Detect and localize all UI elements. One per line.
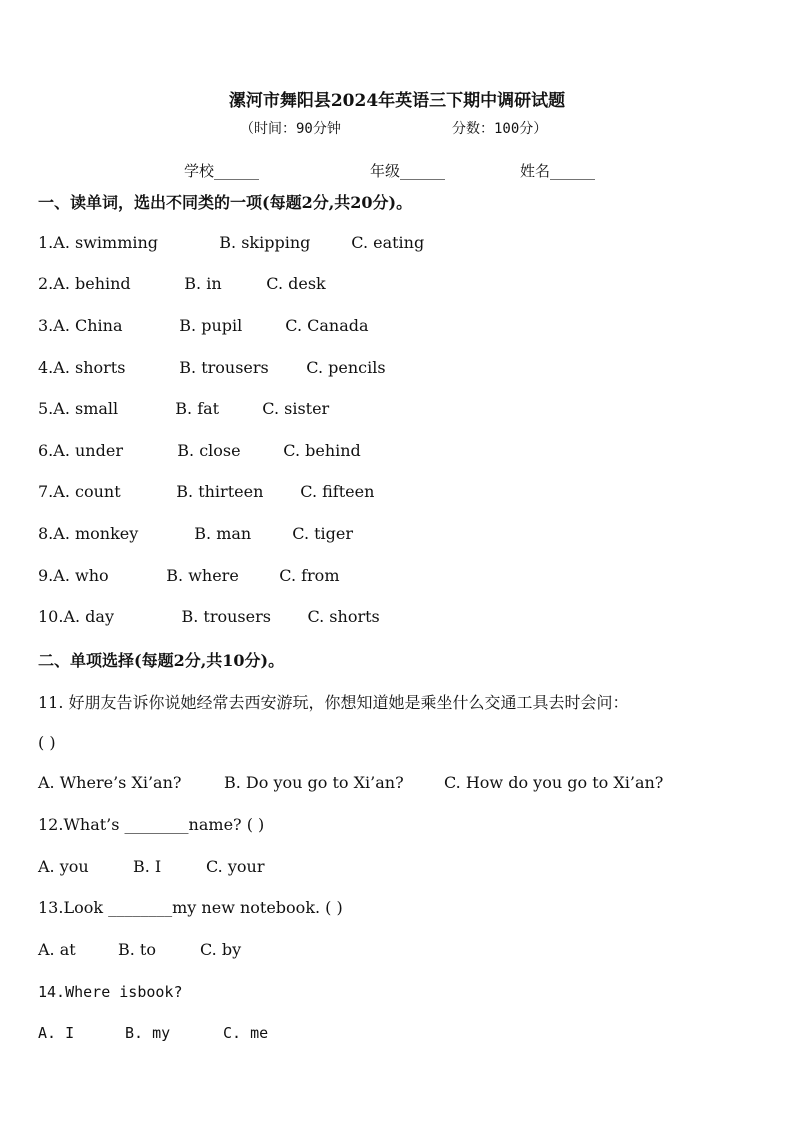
q14-option-b: B. my xyxy=(125,1024,171,1042)
option-b: B. trousers xyxy=(179,358,269,377)
option-b: B. thirteen xyxy=(176,482,264,501)
q13-option-c: C. by xyxy=(200,940,242,959)
q13-option-b: B. to xyxy=(118,940,156,959)
school-field: 学校______ xyxy=(184,162,260,180)
q13-option-a: A. at xyxy=(38,940,76,959)
q11-option-b: B. Do you go to Xi’an? xyxy=(224,773,404,792)
q11-option-a: A. Where’s Xi’an? xyxy=(38,773,182,792)
exam-time: （时间：90分钟 xyxy=(240,121,341,137)
question-number: 5. xyxy=(38,399,54,418)
option-c: C. from xyxy=(279,566,340,585)
option-b: B. close xyxy=(177,441,241,460)
option-a: A. who xyxy=(53,566,109,585)
option-a: A. count xyxy=(53,482,121,501)
question-number: 3. xyxy=(38,316,54,335)
option-c: C. shorts xyxy=(307,607,380,626)
q11-blank: ( ) xyxy=(38,733,56,752)
name-field: 姓名______ xyxy=(520,162,596,180)
q12-option-a: A. you xyxy=(38,857,89,876)
question-number: 9. xyxy=(38,566,54,585)
option-b: B. where xyxy=(166,566,239,585)
q14-option-a: A. I xyxy=(38,1024,75,1042)
question-number: 6. xyxy=(38,441,54,460)
q13-options xyxy=(38,940,241,959)
question-number: 10. xyxy=(38,607,64,626)
question-number: 4. xyxy=(38,358,54,377)
option-a: A. under xyxy=(53,441,123,460)
q12-option-c: C. your xyxy=(206,857,265,876)
q13-stem: 13.Look ________my new notebook. ( ) xyxy=(38,898,343,917)
q11-options xyxy=(38,773,663,792)
question-row xyxy=(38,358,386,377)
option-a: A. swimming xyxy=(53,233,159,252)
option-c: C. desk xyxy=(266,274,326,293)
option-b: B. skipping xyxy=(219,233,311,252)
question-row xyxy=(38,399,329,418)
q11-stem: 11. 好朋友告诉你说她经常去西安游玩，你想知道她是乘坐什么交通工具去时会问： xyxy=(38,693,629,712)
page-title: 漯河市舞阳县2024年英语三下期中调研试题 xyxy=(228,91,566,111)
question-row xyxy=(38,482,374,501)
option-c: C. behind xyxy=(283,441,361,460)
q12-options xyxy=(38,857,264,876)
option-c: C. tiger xyxy=(292,524,354,543)
option-c: C. pencils xyxy=(306,358,386,377)
q12-stem: 12.What’s ________name? ( ) xyxy=(38,815,265,834)
question-row xyxy=(38,316,369,335)
q14-options xyxy=(38,1024,268,1042)
option-c: C. Canada xyxy=(285,316,369,335)
option-c: C. fifteen xyxy=(300,482,375,501)
question-row xyxy=(38,524,353,543)
option-b: B. trousers xyxy=(181,607,271,626)
question-row xyxy=(38,441,361,460)
section-2-heading: 二、单项选择(每题2分,共10分)。 xyxy=(38,651,285,670)
option-a: A. behind xyxy=(53,274,131,293)
option-a: A. small xyxy=(53,399,119,418)
question-number: 7. xyxy=(38,482,54,501)
section-1-heading: 一、读单词，选出不同类的一项(每题2分,共20分)。 xyxy=(38,193,413,212)
q11-option-c: C. How do you go to Xi’an? xyxy=(444,773,664,792)
question-row xyxy=(38,607,380,626)
q14-stem: 14.Where isbook? xyxy=(38,983,183,1001)
option-b: B. pupil xyxy=(179,316,243,335)
option-c: C. eating xyxy=(351,233,425,252)
question-row xyxy=(38,566,339,585)
option-a: A. day xyxy=(63,607,114,626)
question-number: 1. xyxy=(38,233,54,252)
option-a: A. shorts xyxy=(53,358,126,377)
option-b: B. man xyxy=(194,524,252,543)
option-c: C. sister xyxy=(262,399,330,418)
grade-field: 年级______ xyxy=(370,162,446,180)
option-b: B. in xyxy=(184,274,222,293)
q12-option-b: B. I xyxy=(133,857,162,876)
exam-score: 分数：100分） xyxy=(452,121,548,137)
question-row xyxy=(38,274,326,293)
question-number: 2. xyxy=(38,274,54,293)
question-number: 8. xyxy=(38,524,54,543)
option-a: A. monkey xyxy=(53,524,139,543)
option-a: A. China xyxy=(53,316,123,335)
q14-option-c: C. me xyxy=(223,1024,269,1042)
question-row xyxy=(38,233,424,252)
option-b: B. fat xyxy=(175,399,220,418)
